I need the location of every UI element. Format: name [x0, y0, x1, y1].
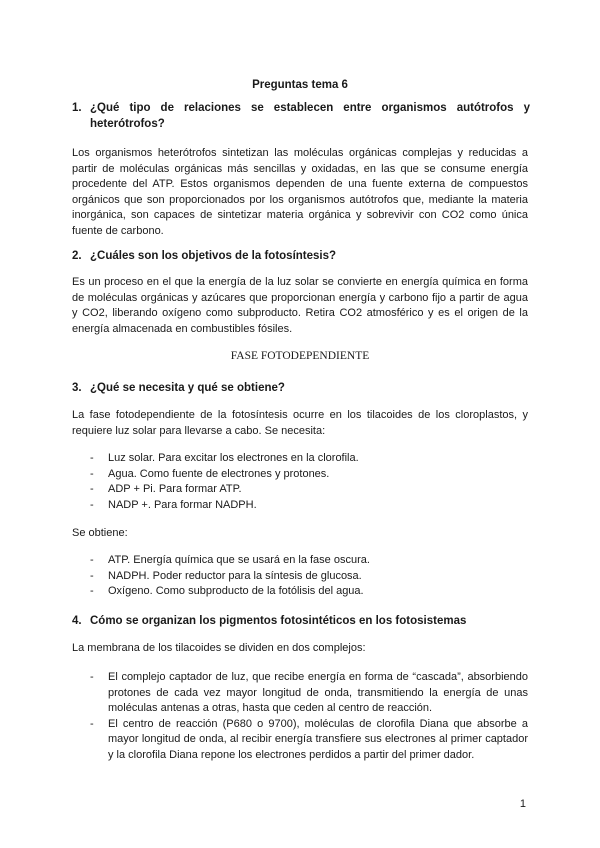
list-item: - Oxígeno. Como subproducto de la fotólisis del agua.: [90, 585, 364, 598]
list-item: - Agua. Como fuente de electrones y protones.: [90, 467, 330, 480]
answer-1: Los organismos heterótrofos sintetizan las moléculas orgánicas complejas y reducidas a partir de moléculas orgánicas más sencillas y oxidadas, en las que se consume energía procedente del ATP. Estos organismos dependen de una fuente externa de compuestos orgánicos que son proporcionados por los organismos autótrofos que, mediante la materia inorgánica, son capaces de sintetizar materia orgánica y sobrevivir con CO2 como única fuente de carbono.: [72, 147, 528, 237]
section-heading: FASE FOTODEPENDIENTE: [230, 350, 370, 362]
obtains-list: [90, 553, 528, 600]
list-item: - ATP. Energía química que se usará en la fase oscura.: [90, 554, 370, 566]
question-text: Cómo se organizan los pigmentos fotosintéticos en los fotosistemas: [90, 615, 467, 627]
question-number: 2.: [72, 250, 82, 262]
obtains-label: Se obtiene:: [72, 527, 128, 539]
answer-4-intro: La membrana de los tilacoides se dividen en dos complejos:: [72, 642, 366, 654]
question-text: ¿Qué tipo de relaciones se establecen entre organismos autótrofos y heterótrofos?: [90, 102, 530, 130]
question-1: [72, 100, 530, 132]
question-text: ¿Cuáles son los objetivos de la fotosíntesis?: [90, 250, 337, 262]
list-item: - ADP + Pi. Para formar ATP.: [90, 483, 242, 496]
question-number: 3.: [72, 382, 82, 394]
list-item: - NADPH. Poder reductor para la síntesis de glucosa.: [90, 569, 362, 582]
question-2: [72, 248, 530, 264]
answer-2: Es un proceso en el que la energía de la luz solar se convierte en energía química en forma de moléculas orgánicas y azúcares que proporcionan energía y carbono fijo a partir de agua y CO2, liberando oxígeno como subproducto. Retira CO2 atmosférico y es el origen de la energía almacenada en combustibles fósiles.: [72, 276, 528, 335]
list-item: - El complejo captador de luz, que recibe energía en forma de “cascada”, absorbiendo protones de cada vez mayor longitud de onda, transmitiendo la energía de unas moléculas antenas a otras, hasta que ceden al centro de reacción.: [90, 671, 528, 715]
page-number: 1: [519, 798, 526, 810]
question-text: ¿Qué se necesita y qué se obtiene?: [90, 382, 285, 394]
list-item: - Luz solar. Para excitar los electrones en la clorofila.: [90, 452, 359, 464]
list-item: - El centro de reacción (P680 o 9700), moléculas de clorofila Diana que absorbe a mayor longitud de onda, al recibir energía transfiere sus electrones al primer captador y la clorofila Diana repone los electrones perdidos a partir del primer dador.: [90, 717, 528, 761]
question-number: 1.: [72, 102, 82, 114]
answer-3-intro: La fase fotodependiente de la fotosíntesis ocurre en los tilacoides de los cloroplastos, y requiere luz solar para llevarse a cabo. Se necesita:: [72, 409, 528, 437]
question-4: [72, 613, 530, 629]
needs-list: [90, 451, 528, 513]
list-item: - NADP +. Para formar NADPH.: [90, 498, 257, 511]
document-title: Preguntas tema 6: [252, 79, 348, 91]
question-3: [72, 380, 530, 396]
question-number: 4.: [72, 615, 82, 627]
complexes-list: [90, 670, 528, 764]
